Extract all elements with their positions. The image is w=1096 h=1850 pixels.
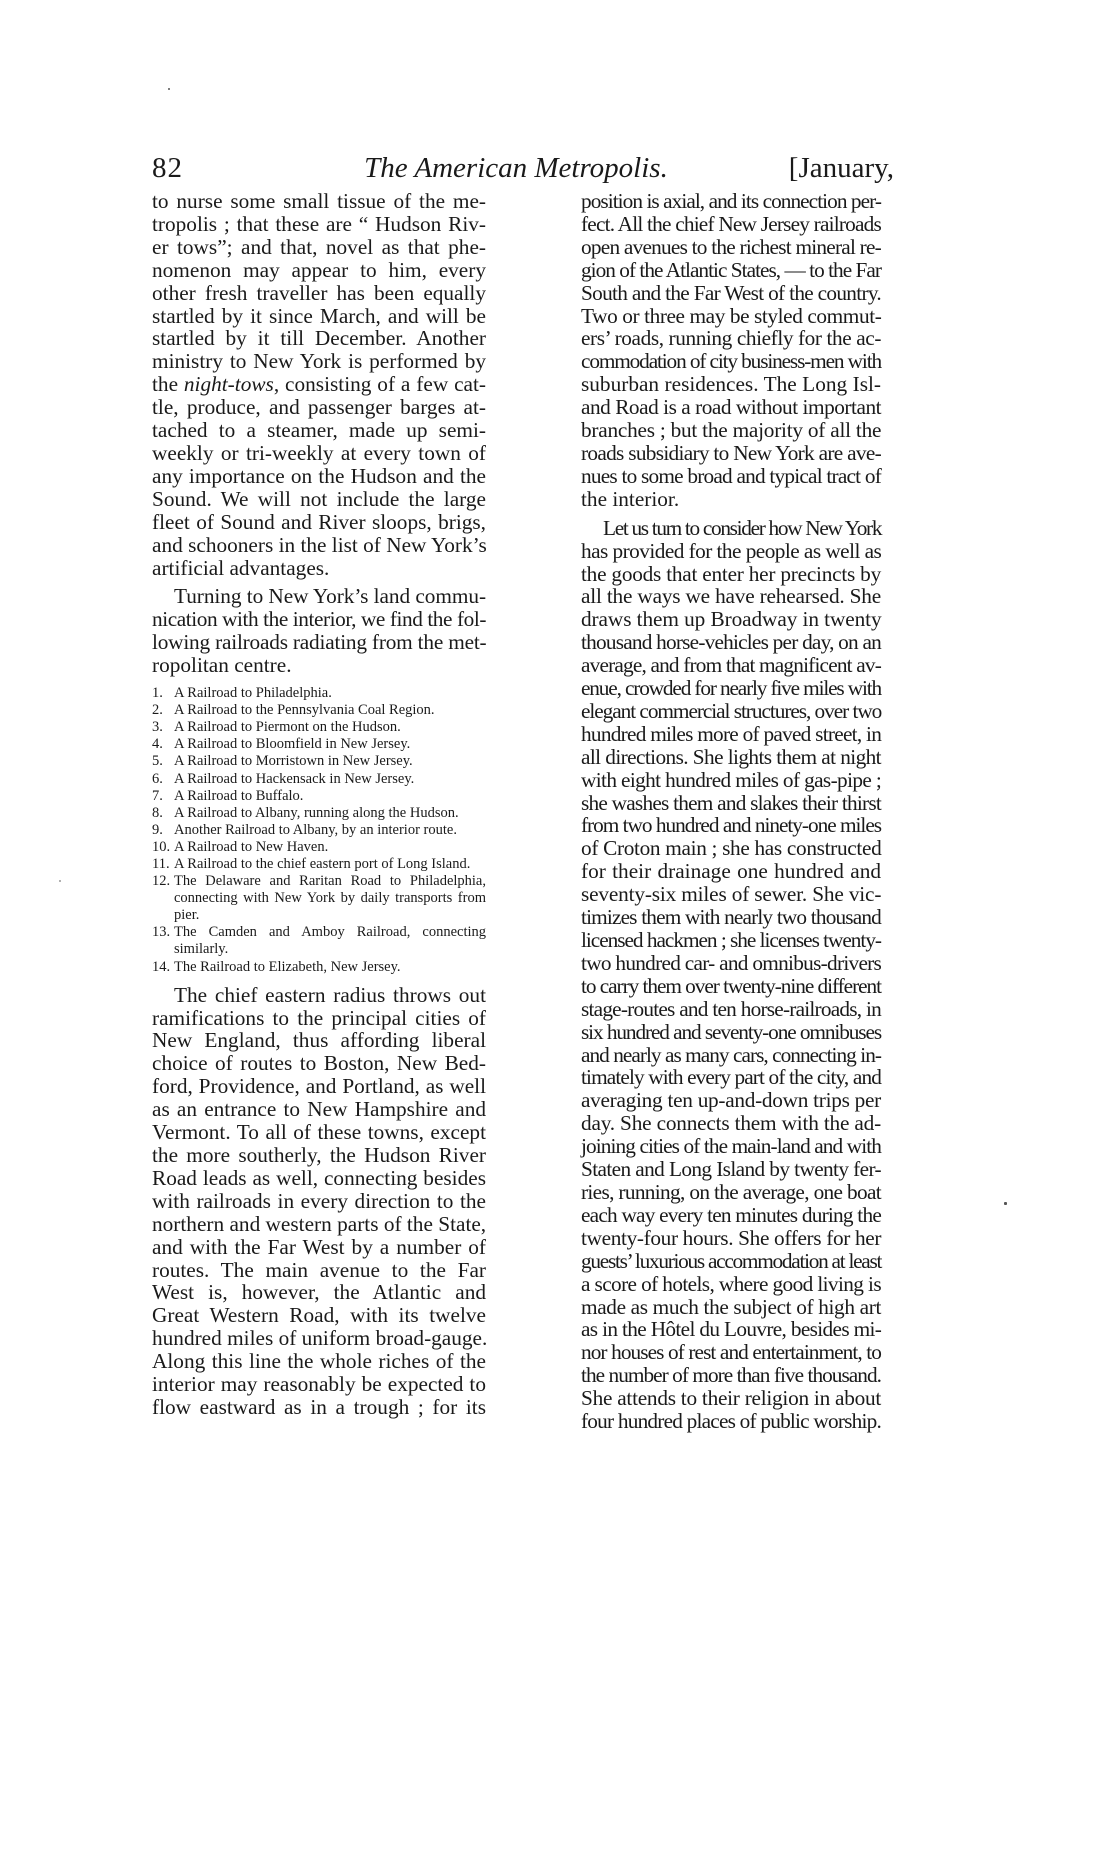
text-line: the more southerly, the Hudson River — [152, 1142, 486, 1167]
right-column — [581, 190, 881, 1433]
railroad-list-item — [152, 924, 486, 958]
railroad-list-item — [152, 822, 486, 839]
text-line: interior may reasonably be expected to — [152, 1372, 486, 1397]
railroad-list-item — [152, 788, 486, 805]
text-line: day. She connects them with the ad- — [581, 1111, 881, 1136]
text-line: position is axial, and its connection per- — [581, 189, 881, 213]
running-month: [January, — [788, 152, 894, 184]
railroad-list-item — [152, 839, 486, 856]
text-line: thousand horse-vehicles per day, on an — [581, 630, 881, 655]
text-line: nues to some broad and typical tract of — [581, 463, 881, 488]
text-line: She attends to their religion in about — [581, 1386, 882, 1411]
text-fragment: , consisting of a few cat- — [273, 372, 486, 397]
text-fragment: the — [152, 372, 184, 397]
text-line: two hundred car- and omnibus-drivers — [581, 950, 882, 975]
text-line: ries, running, on the average, one boat — [581, 1179, 881, 1204]
text-line: gion of the Atlantic States, — to the Far — [581, 257, 881, 282]
list-text: A Railroad to the Pennsylvania Coal Region. — [174, 702, 435, 719]
text-line: lowing railroads radiating from the met- — [152, 630, 487, 655]
railroad-list — [152, 685, 486, 976]
text-line: nication with the interior, we find the fol- — [152, 607, 486, 632]
page-number: 82 — [152, 152, 183, 184]
list-number: 1. — [152, 685, 163, 702]
railroad-list-item — [152, 873, 486, 924]
scan-speck — [1004, 1202, 1007, 1205]
paragraph-hudson-river-tows — [152, 190, 486, 579]
text-line: nor houses of rest and entertainment, to — [581, 1340, 881, 1365]
text-line: startled by it till December. Another — [152, 326, 486, 351]
text-line: stage-routes and ten horse-railroads, in — [581, 996, 881, 1021]
text-line: from two hundred and ninety-one miles — [581, 813, 881, 838]
left-column — [152, 190, 486, 1419]
text-line: to carry them over twenty-nine different — [581, 973, 881, 998]
text-line: fleet of Sound and River sloops, brigs, — [152, 509, 486, 534]
list-number: 14. — [152, 958, 171, 975]
list-text: A Railroad to Bloomfield in New Jersey. — [174, 736, 411, 753]
list-text: A Railroad to New Haven. — [174, 838, 329, 855]
text-line: Along this line the whole riches of the — [152, 1349, 486, 1374]
text-line: the number of more than five thousand. — [581, 1363, 881, 1388]
list-text: The Camden and Amboy Railroad, connecting similarly. — [174, 924, 486, 958]
list-text: A Railroad to Hackensack in New Jersey. — [174, 770, 415, 787]
text-line: Two or three may be styled commut- — [581, 303, 882, 328]
text-line: flow eastward as in a trough ; for its — [152, 1394, 486, 1419]
text-line: other fresh traveller has been equally — [152, 280, 486, 305]
text-line: tropolis ; that these are “ Hudson Riv- — [152, 211, 486, 236]
text-line: with eight hundred miles of gas-pipe ; — [581, 767, 882, 792]
text-line: joining cities of the main-land and with — [581, 1134, 881, 1159]
text-line: and schooners in the list of New York’s — [152, 532, 487, 557]
text-line: Vermont. To all of these towns, except — [152, 1120, 486, 1145]
text-line: the goods that enter her precincts by — [581, 561, 881, 586]
railroad-list-item — [152, 736, 486, 753]
list-text: A Railroad to Piermont on the Hudson. — [174, 719, 401, 736]
list-number: 9. — [152, 821, 163, 838]
text-line: to nurse some small tissue of the me- — [152, 189, 486, 213]
text-line: averaging ten up-and-down trips per — [581, 1088, 881, 1113]
list-text: A Railroad to the chief eastern port of Long Island. — [174, 855, 471, 872]
text-line: and with the Far West by a number of — [152, 1234, 486, 1259]
text-line: roads subsidiary to New York are ave- — [581, 440, 881, 465]
list-number: 11. — [152, 855, 170, 872]
railroad-list-item — [152, 753, 486, 770]
text-line: Turning to New York’s land commu- — [174, 584, 486, 609]
text-line: Staten and Long Island by twenty fer- — [581, 1157, 881, 1182]
text-line: er tows”; and that, novel as that phe- — [152, 234, 486, 259]
text-line: six hundred and seventy-one omnibuses — [581, 1019, 881, 1044]
text-line: ers’ roads, running chiefly for the ac- — [581, 326, 881, 351]
text-line: draws them up Broadway in twenty — [581, 607, 882, 632]
list-text: The Delaware and Raritan Road to Philadelphia, connecting with New York by daily transports from pier. — [174, 873, 486, 924]
text-line: ministry to New York is performed by — [152, 349, 486, 374]
italic-term-night-tows: night-tows — [183, 372, 274, 397]
text-line: ford, Providence, and Portland, as well — [152, 1074, 486, 1099]
text-line: nomenon may appear to him, every — [152, 257, 486, 282]
text-line: as an entrance to New Hampshire and — [152, 1097, 486, 1122]
list-text: A Railroad to Philadelphia. — [174, 685, 332, 702]
text-line: made as much the subject of high art — [581, 1294, 881, 1319]
railroad-list-item — [152, 685, 486, 702]
railroad-list-item — [152, 702, 486, 719]
text-line: The chief eastern radius throws out — [174, 982, 486, 1007]
text-line: enue, crowded for nearly five miles with — [581, 676, 881, 701]
text-line: Sound. We will not include the large — [152, 486, 486, 511]
text-line: branches ; but the majority of all the — [581, 418, 882, 443]
text-line: routes. The main avenue to the Far — [152, 1257, 486, 1282]
text-line: all directions. She lights them at night — [581, 744, 881, 769]
scan-speck — [168, 88, 170, 90]
text-line: Let us turn to consider how New York — [603, 515, 882, 540]
text-line: ropolitan centre. — [152, 653, 292, 678]
running-title: The American Metropolis. — [364, 152, 668, 184]
text-line: the interior. — [581, 486, 680, 511]
text-line: with railroads in every direction to the — [152, 1188, 486, 1213]
text-line: northern and western parts of the State, — [152, 1211, 487, 1236]
text-line: timately with every part of the city, and — [581, 1065, 881, 1090]
scan-speck — [59, 880, 61, 882]
text-line: four hundred places of public worship. — [581, 1409, 881, 1434]
text-line: West is, however, the Atlantic and — [152, 1280, 486, 1305]
list-text: A Railroad to Morristown in New Jersey. — [174, 753, 413, 770]
text-line: and Road is a road without important — [581, 395, 882, 420]
list-number: 10. — [152, 838, 171, 855]
list-number: 8. — [152, 804, 163, 821]
railroad-list-item — [152, 959, 486, 976]
text-line: ramifications to the principal cities of — [152, 1005, 486, 1030]
text-line: hundred miles more of paved street, in — [581, 721, 882, 746]
list-number: 13. — [152, 924, 171, 941]
text-line: she washes them and slakes their thirst — [581, 790, 881, 815]
text-line: as in the Hôtel du Louvre, besides mi- — [581, 1317, 882, 1342]
text-line: for their drainage one hundred and — [581, 859, 881, 884]
text-line: elegant commercial structures, over two — [581, 698, 882, 723]
text-line: Road leads as well, connecting besides — [152, 1165, 486, 1190]
text-line: tle, produce, and passenger barges at- — [152, 395, 486, 420]
list-text: A Railroad to Albany, running along the Hudson. — [174, 804, 459, 821]
text-line: all the ways we have rehearsed. She — [581, 584, 881, 609]
text-line-night-tows — [152, 373, 486, 396]
text-line: has provided for the people as well as — [581, 538, 882, 563]
list-number: 4. — [152, 736, 163, 753]
text-line: a score of hotels, where good living is — [581, 1271, 881, 1296]
list-text: Another Railroad to Albany, by an interior route. — [174, 821, 457, 838]
text-line: seventy-six miles of sewer. She vic- — [581, 882, 882, 907]
paragraph-new-jersey-railroads — [581, 190, 881, 511]
railroad-list-item — [152, 771, 486, 788]
text-line: weekly or tri-weekly at every town of — [152, 440, 486, 465]
text-line: New England, thus affording liberal — [152, 1028, 486, 1053]
text-line: tached to a steamer, made up semi- — [152, 418, 486, 443]
text-line: suburban residences. The Long Isl- — [581, 372, 881, 397]
paragraph-city-provisions — [581, 517, 881, 1433]
text-line: any importance on the Hudson and the — [152, 463, 486, 488]
railroad-list-item — [152, 856, 486, 873]
list-text: A Railroad to Buffalo. — [174, 787, 304, 804]
text-line: fect. All the chief New Jersey railroads — [581, 211, 881, 236]
list-number: 12. — [152, 873, 171, 890]
list-number: 3. — [152, 719, 163, 736]
list-number: 2. — [152, 702, 163, 719]
text-line: each way every ten minutes during the — [581, 1202, 881, 1227]
text-line: timizes them with nearly two thousand — [581, 905, 881, 930]
text-line: guests’ luxurious accommodation at least — [581, 1248, 882, 1273]
text-line: commodation of city business-men with — [581, 349, 881, 374]
text-line: startled by it since March, and will be — [152, 303, 486, 328]
railroad-list-item — [152, 719, 486, 736]
text-line: hundred miles of uniform broad-gauge. — [152, 1326, 488, 1351]
text-line: South and the Far West of the country. — [581, 280, 881, 305]
list-text: The Railroad to Elizabeth, New Jersey. — [174, 958, 401, 975]
text-line: licensed hackmen ; she licenses twenty- — [581, 928, 881, 952]
text-line: Great Western Road, with its twelve — [152, 1303, 486, 1328]
text-line: artificial advantages. — [152, 555, 330, 580]
list-number: 7. — [152, 787, 163, 804]
list-number: 6. — [152, 770, 163, 787]
list-number: 5. — [152, 753, 163, 770]
railroad-list-item — [152, 805, 486, 822]
running-head — [152, 152, 894, 192]
text-line: twenty-four hours. She offers for her — [581, 1225, 882, 1250]
paragraph-land-communication — [152, 585, 486, 677]
text-line: average, and from that magnificent av- — [581, 653, 881, 678]
text-line: of Croton main ; she has constructed — [581, 836, 882, 861]
text-line: open avenues to the richest mineral re- — [581, 234, 881, 259]
text-line: choice of routes to Boston, New Bed- — [152, 1051, 486, 1076]
text-line: and nearly as many cars, connecting in- — [581, 1042, 881, 1067]
paragraph-chief-eastern-radius — [152, 984, 486, 1419]
